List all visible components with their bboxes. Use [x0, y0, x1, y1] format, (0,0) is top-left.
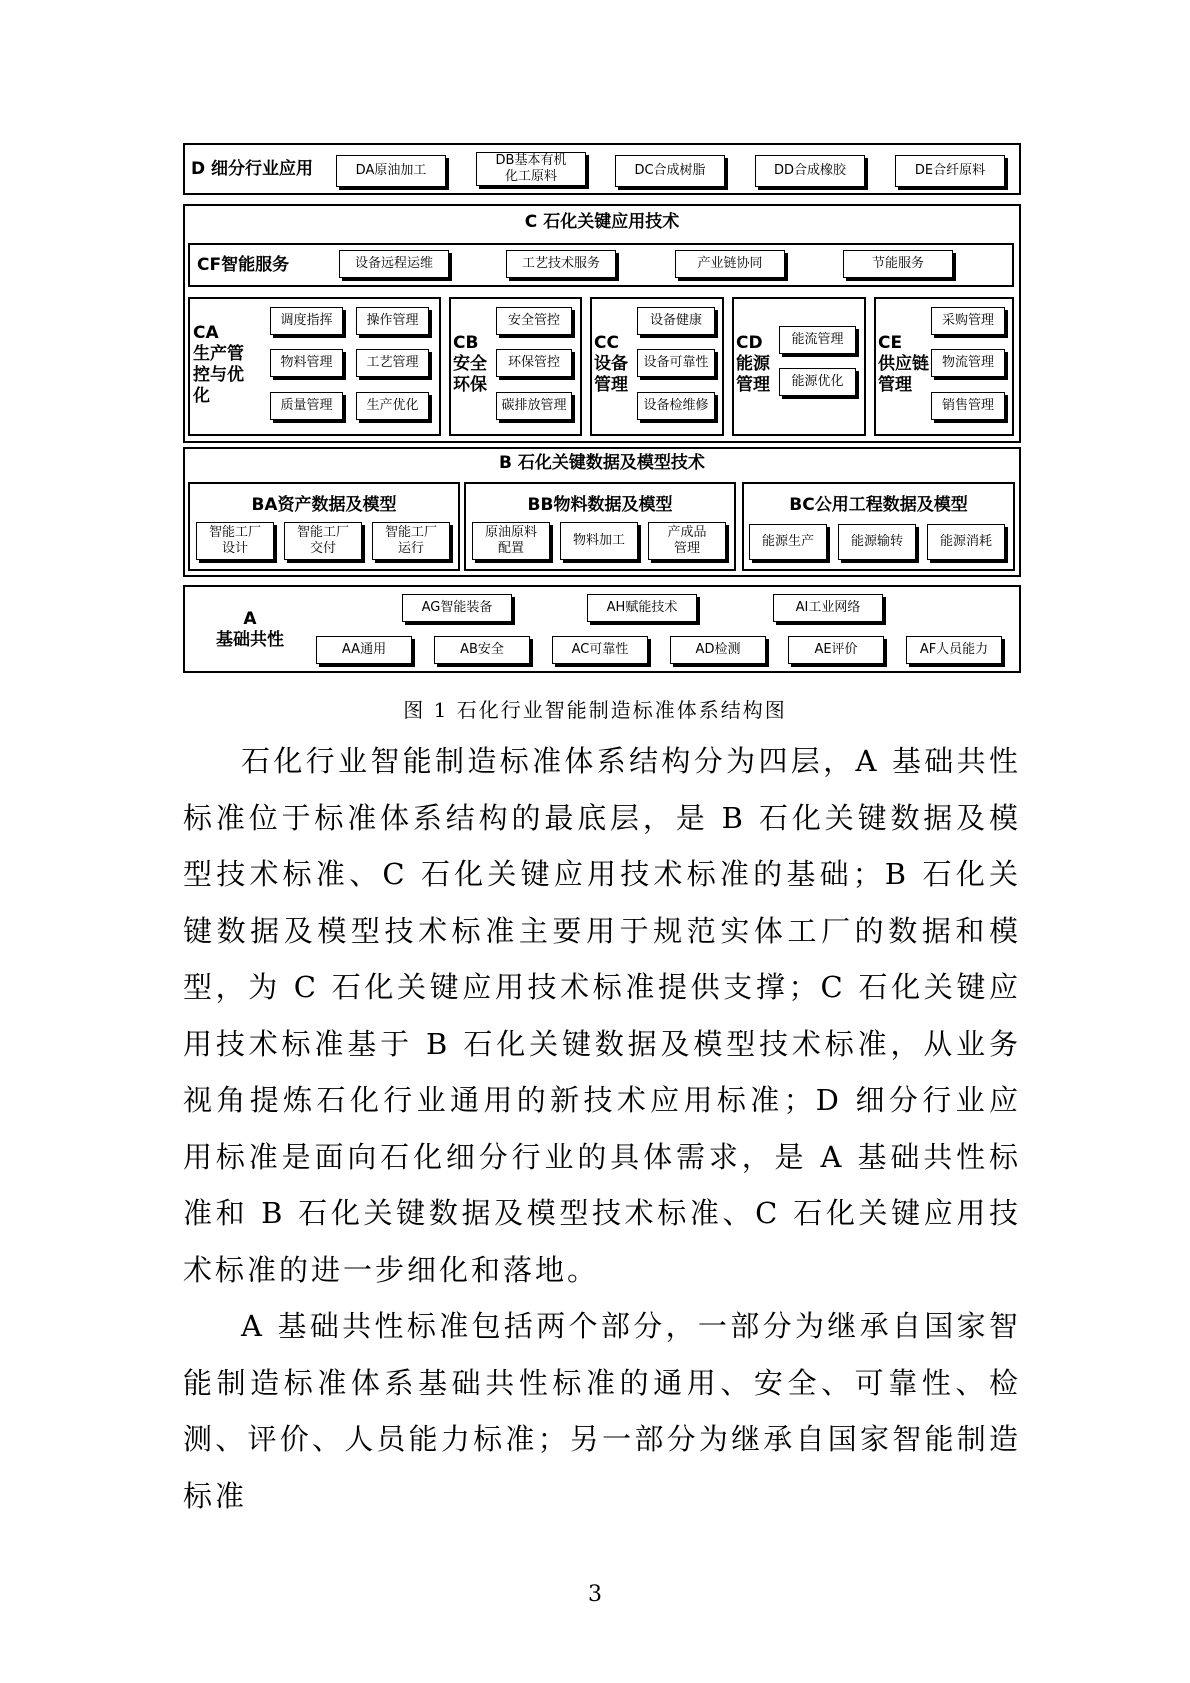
d-item-dd: DD合成橡胶: [755, 155, 865, 187]
bc-item-energy-production: 能源生产: [749, 524, 827, 560]
cb-label: CB 安全 环保: [453, 333, 487, 395]
ca-item-material: 物料管理: [270, 349, 343, 377]
cb-item-carbon: 碳排放管理: [496, 392, 572, 420]
a-item-aa: AA通用: [316, 636, 412, 664]
ce-label: CE 供应链 管理: [878, 333, 929, 395]
ba-label: BA资产数据及模型: [251, 494, 397, 515]
cc-item-maintenance: 设备检维修: [637, 392, 715, 420]
ca-item-production-opt: 生产优化: [356, 392, 429, 420]
ce-item-procurement: 采购管理: [931, 307, 1005, 335]
paragraph: 石化行业智能制造标准体系结构分为四层，A 基础共性标准位于标准体系结构的最底层，是 B 石化关键数据及模型技术标准、C 石化关键应用技术标准的基础；B 石化关键数据及模型技术标准主要用于规范实体工厂的数据和模型，为 C 石化关键应用技术标准提供支撑；C 石化关键应用技术标准基于 B 石化关键数据及模型技术标准，从业务视角提炼石化行业通用的新技术应用标准；D 细分行业应用标准是面向石化细分行业的具体需求，是 A 基础共性标准和 B 石化关键数据及模型技术标准、C 石化关键应用技术标准的进一步细化和落地。: [183, 744, 1021, 1287]
ce-item-logistics: 物流管理: [931, 349, 1005, 377]
d-item-de: DE合纤原料: [895, 155, 1005, 187]
bc-label: BC公用工程数据及模型: [789, 494, 968, 515]
cd-item-energy-flow: 能流管理: [779, 326, 856, 354]
a-item-ac: AC可靠性: [552, 636, 648, 664]
cf-item-industry-chain: 产业链协同: [675, 250, 785, 278]
cf-item-remote-maintenance: 设备远程运维: [339, 250, 449, 278]
ba-item-design: 智能工厂 设计: [196, 522, 274, 560]
ca-item-operation: 操作管理: [356, 307, 429, 335]
ba-item-operation: 智能工厂 运行: [372, 522, 450, 560]
cd-label: CD 能源 管理: [736, 333, 770, 395]
body-text: [183, 733, 1021, 1524]
ca-item-process: 工艺管理: [356, 349, 429, 377]
cc-label: CC 设备 管理: [594, 333, 628, 395]
ce-item-sales: 销售管理: [931, 392, 1005, 420]
ba-item-delivery: 智能工厂 交付: [284, 522, 362, 560]
d-item-db: DB基本有机 化工原料: [476, 152, 586, 186]
a-item-af: AF人员能力: [906, 636, 1002, 664]
paragraph: A 基础共性标准包括两个部分，一部分为继承自国家智能制造标准体系基础共性标准的通用、安全、可靠性、检测、评价、人员能力标准；另一部分为继承自国家智能制造标准: [183, 1309, 1021, 1513]
a-item-ad: AD检测: [670, 636, 766, 664]
a-item-ag: AG智能装备: [402, 594, 512, 622]
a-item-ai: AI工业网络: [773, 594, 883, 622]
cf-item-process-service: 工艺技术服务: [506, 250, 616, 278]
cb-item-environment: 环保管控: [496, 349, 572, 377]
cc-item-reliability: 设备可靠性: [637, 349, 715, 377]
cf-label: CF智能服务: [197, 254, 290, 275]
bc-item-energy-transfer: 能源输转: [838, 524, 916, 560]
c-layer-title: C 石化关键应用技术: [524, 211, 680, 232]
standard-structure-diagram: [183, 143, 1021, 675]
cb-item-safety: 安全管控: [496, 307, 572, 335]
cf-item-energy-saving: 节能服务: [843, 250, 953, 278]
ca-label: CA 生产管 控与优 化: [193, 323, 244, 406]
a-item-ab: AB安全: [434, 636, 530, 664]
bb-item-crude-config: 原油原料 配置: [472, 522, 550, 560]
bc-item-energy-consumption: 能源消耗: [927, 524, 1005, 560]
cd-item-energy-opt: 能源优化: [779, 368, 856, 396]
bb-item-products: 产成品 管理: [648, 522, 726, 560]
a-item-ah: AH赋能技术: [587, 594, 697, 622]
d-item-dc: DC合成树脂: [615, 155, 725, 187]
b-layer-title: B 石化关键数据及模型技术: [499, 452, 705, 473]
page-number: 3: [588, 1582, 602, 1607]
bb-label: BB物料数据及模型: [527, 494, 673, 515]
ca-item-quality: 质量管理: [270, 392, 343, 420]
a-item-ae: AE评价: [788, 636, 884, 664]
bb-item-processing: 物料加工: [560, 522, 638, 560]
d-layer-label: D 细分行业应用: [191, 158, 314, 179]
figure-caption: 图 1 石化行业智能制造标准体系结构图: [403, 698, 787, 722]
cc-item-health: 设备健康: [637, 307, 715, 335]
d-item-da: DA原油加工: [336, 155, 446, 187]
ca-item-dispatch: 调度指挥: [270, 307, 343, 335]
a-layer-label: A 基础共性: [216, 609, 284, 650]
